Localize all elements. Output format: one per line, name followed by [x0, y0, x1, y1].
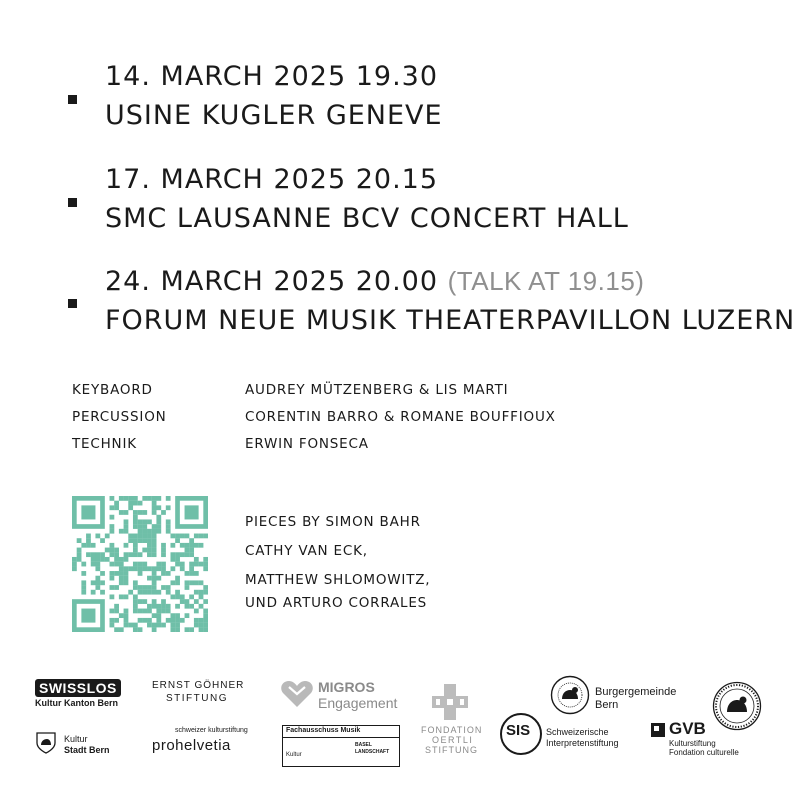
bullet-icon [68, 95, 77, 104]
credit-names: ERWIN FONSECA [245, 436, 369, 452]
oertli-line3: STIFTUNG [425, 745, 478, 755]
burgergemeinde-line1: Burgergemeinde [595, 686, 677, 698]
credit-role: PERCUSSION [72, 409, 167, 425]
canton-seal-icon [712, 681, 762, 731]
pieces-line: PIECES BY SIMON BAHR [245, 514, 421, 530]
credit-names: AUDREY MÜTZENBERG & LIS MARTI [245, 382, 509, 398]
goehner-line2: STIFTUNG [166, 693, 228, 704]
heart-icon [280, 680, 314, 708]
fachausschuss-title: Fachausschuss Musik [286, 727, 361, 734]
pieces-line: CATHY VAN ECK, [245, 543, 368, 559]
event-venue: USINE KUGLER GENEVE [105, 100, 443, 131]
migros-line1: MIGROS [318, 679, 375, 695]
event-venue: FORUM NEUE MUSIK THEATERPAVILLON LUZERN [105, 305, 796, 336]
oertli-line1: FONDATION [421, 725, 483, 735]
credit-role: KEYBAORD [72, 382, 153, 398]
burgergemeinde-line2: Bern [595, 699, 619, 711]
bullet-icon [68, 198, 77, 207]
swisslos-sub: Kultur Kanton Bern [35, 698, 118, 708]
event-venue: SMC LAUSANNE BCV CONCERT HALL [105, 203, 629, 234]
gvb-mark: GVB [669, 719, 706, 738]
fachausschuss-logo [282, 725, 400, 767]
event-date: 17. MARCH 2025 20.15 [105, 164, 439, 195]
prohelvetia-small: schweizer kulturstiftung [175, 727, 248, 734]
credit-names: CORENTIN BARRO & ROMANE BOUFFIOUX [245, 409, 556, 425]
bear-shield-icon [36, 732, 56, 754]
stadtbern-line2: Stadt Bern [64, 745, 110, 755]
qr-code-icon[interactable] [72, 496, 208, 632]
talk-note: (TALK AT 19.15) [447, 266, 645, 296]
bullet-icon [68, 299, 77, 308]
event-date-line [105, 266, 644, 297]
credit-role: TECHNIK [72, 436, 137, 452]
swisslos-name: SWISSLOS [35, 679, 121, 697]
stadtbern-line1: Kultur [64, 734, 88, 744]
gvb-mark-icon [651, 723, 665, 737]
pieces-line: UND ARTURO CORRALES [245, 595, 428, 611]
sis-mark: SIS [506, 722, 531, 739]
fachausschuss-left: Kultur [286, 752, 302, 758]
pieces-line: MATTHEW SHLOMOWITZ, [245, 572, 431, 588]
fachausschuss-right: BASEL LANDSCHAFT [355, 742, 390, 755]
migros-line2: Engagement [318, 695, 398, 711]
event-date: 24. MARCH 2025 20.00 [105, 266, 439, 297]
event-date: 14. MARCH 2025 19.30 [105, 61, 439, 92]
gvb-line1: Kulturstiftung [669, 739, 716, 748]
prohelvetia-name: prohelvetia [152, 737, 231, 754]
oertli-line2: OERTLI [432, 735, 474, 745]
sis-line1: Schweizerische [546, 727, 609, 737]
bear-seal-icon [550, 675, 590, 715]
goehner-line1: ERNST GÖHNER [152, 680, 245, 691]
sis-line2: Interpretenstiftung [546, 738, 619, 748]
cross-icon [432, 684, 468, 720]
gvb-line2: Fondation culturelle [669, 748, 739, 757]
